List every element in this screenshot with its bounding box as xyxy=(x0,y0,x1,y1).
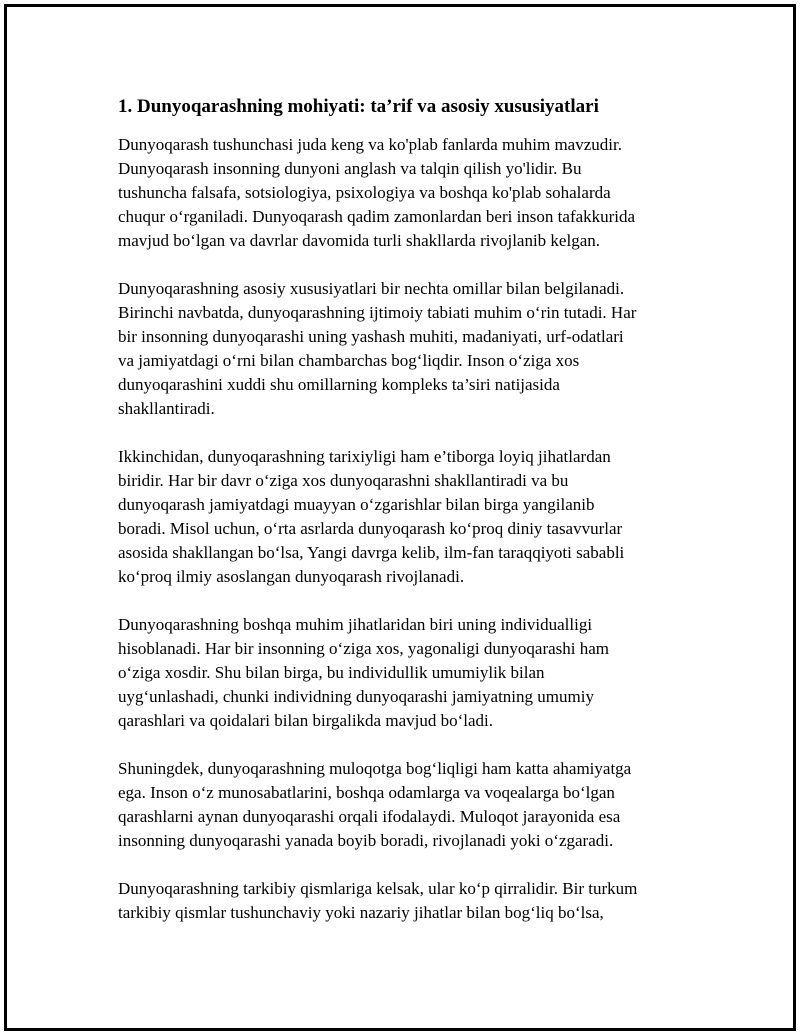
text-line: ega. Inson o‘z munosabatlarini, boshqa odamlarga va voqealarga bo‘lgan xyxy=(118,783,615,802)
text-line: o‘ziga xosdir. Shu bilan birga, bu individullik umumiylik bilan xyxy=(118,663,545,682)
text-line: uyg‘unlashadi, chunki individning dunyoqarashi jamiyatning umumiy xyxy=(118,687,594,706)
text-line: chuqur o‘rganiladi. Dunyoqarash qadim zamonlardan beri inson tafakkurida xyxy=(118,207,636,226)
text-line: Ikkinchidan, dunyoqarashning tarixiyligi ham e’tiborga loyiq jihatlardan xyxy=(118,447,611,466)
text-line: ko‘proq ilmiy asoslangan dunyoqarash rivojlanadi. xyxy=(118,567,465,586)
text-line: dunyoqarashini xuddi shu omillarning kompleks ta’siri natijasida xyxy=(118,375,560,394)
text-line: qarashlarni aynan dunyoqarashi orqali ifodalaydi. Muloqot jarayonida esa xyxy=(118,807,621,826)
text-line: va jamiyatdagi o‘rni bilan chambarchas bog‘liqdir. Inson o‘ziga xos xyxy=(118,351,580,370)
paragraph-6 xyxy=(118,877,688,925)
text-line: hisoblanadi. Har bir insonning o‘ziga xos, yagonaligi dunyoqarashi ham xyxy=(118,639,610,658)
paragraph-3 xyxy=(118,445,688,589)
text-line: biridir. Har bir davr o‘ziga xos dunyoqarashni shakllantiradi va bu xyxy=(118,471,569,490)
text-line: boradi. Misol uchun, o‘rta asrlarda dunyoqarash ko‘proq diniy tasavvurlar xyxy=(118,519,623,538)
paragraph-2 xyxy=(118,277,688,421)
text-line: tushuncha falsafa, sotsiologiya, psixologiya va boshqa ko'plab sohalarda xyxy=(118,183,611,202)
text-line: Dunyoqarashning asosiy xususiyatlari bir nechta omillar bilan belgilanadi. xyxy=(118,279,625,298)
document-body xyxy=(118,94,688,949)
text-line: bir insonning dunyoqarashi uning yashash muhiti, madaniyati, urf-odatlari xyxy=(118,327,624,346)
text-line: Shuningdek, dunyoqarashning muloqotga bog‘liqligi ham katta ahamiyatga xyxy=(118,759,632,778)
text-line: Birinchi navbatda, dunyoqarashning ijtimoiy tabiati muhim o‘rin tutadi. Har xyxy=(118,303,637,322)
section-heading: 1. Dunyoqarashning mohiyati: ta’rif va asosiy xususiyatlari xyxy=(118,96,599,117)
paragraph-1 xyxy=(118,133,688,253)
text-line: asosida shakllangan bo‘lsa, Yangi davrga kelib, ilm-fan taraqqiyoti sababli xyxy=(118,543,625,562)
text-line: insonning dunyoqarashi yanada boyib boradi, rivojlanadi yoki o‘zgaradi. xyxy=(118,831,614,850)
paragraph-5 xyxy=(118,757,688,853)
text-line: Dunyoqarash tushunchasi juda keng va ko'plab fanlarda muhim mavzudir. xyxy=(118,135,622,154)
paragraph-4 xyxy=(118,613,688,733)
text-line: Dunyoqarash insonning dunyoni anglash va talqin qilish yo'lidir. Bu xyxy=(118,159,582,178)
text-line: Dunyoqarashning boshqa muhim jihatlaridan biri uning individualligi xyxy=(118,615,593,634)
text-line: shakllantiradi. xyxy=(118,399,215,418)
text-line: mavjud bo‘lgan va davrlar davomida turli shakllarda rivojlanib kelgan. xyxy=(118,231,600,250)
text-line: dunyoqarash jamiyatdagi muayyan o‘zgarishlar bilan birga yangilanib xyxy=(118,495,595,514)
text-line: qarashlari va qoidalari bilan birgalikda mavjud bo‘ladi. xyxy=(118,711,493,730)
text-line: tarkibiy qismlar tushunchaviy yoki nazariy jihatlar bilan bog‘liq bo‘lsa, xyxy=(118,903,604,922)
text-line: Dunyoqarashning tarkibiy qismlariga kelsak, ular ko‘p qirralidir. Bir turkum xyxy=(118,879,638,898)
